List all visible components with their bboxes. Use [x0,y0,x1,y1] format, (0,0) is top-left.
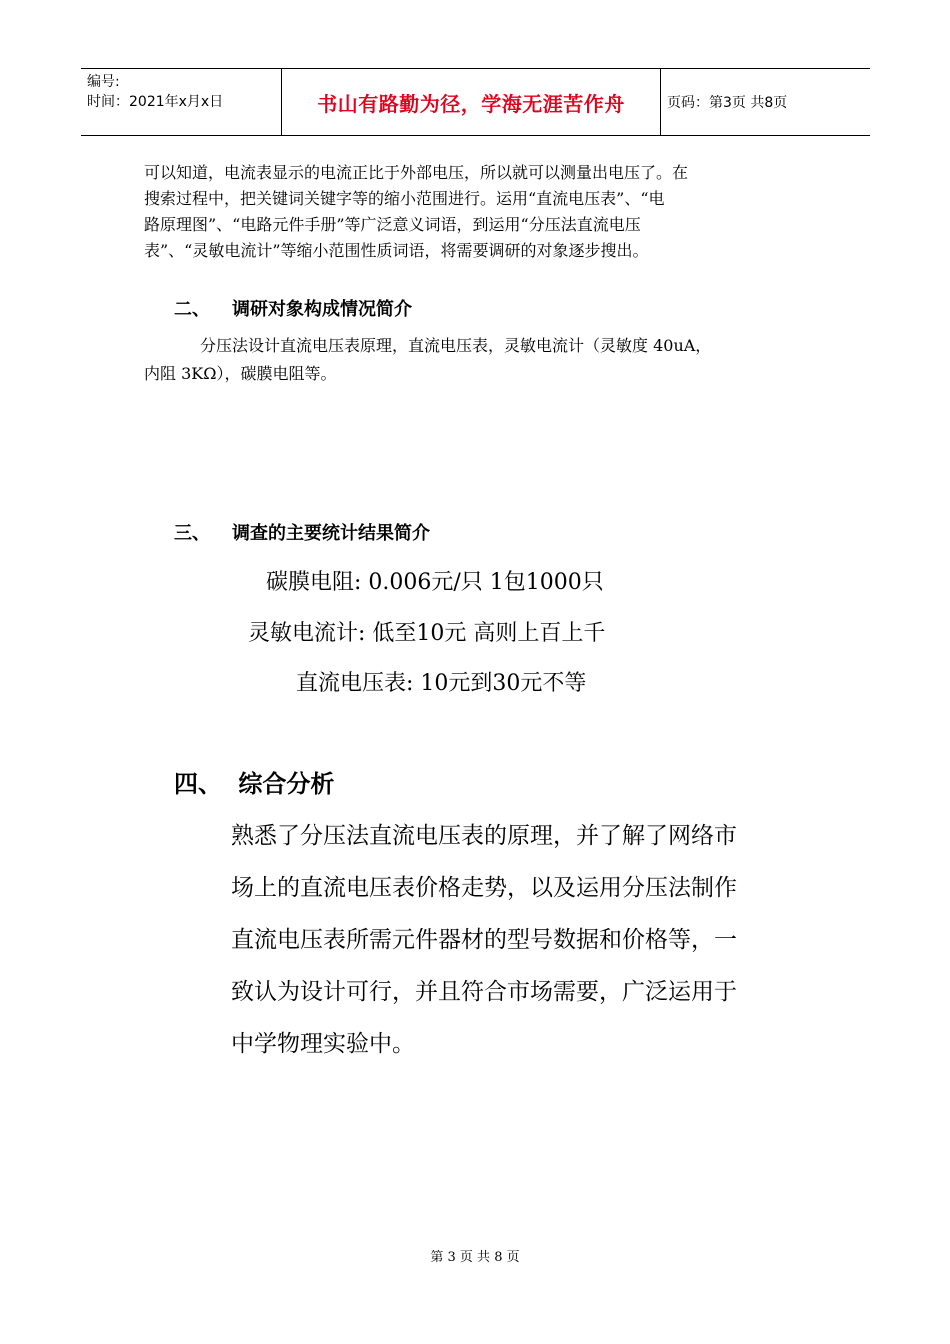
header-left-cell [81,69,281,135]
section4-paragraph [231,810,811,1070]
header-page-info: 页码：第3页 共8页 [667,95,788,111]
price-item-carbon-resistor: 碳膜电阻: 0.006元/只 1包1000只 [266,570,604,595]
doc-time-label: 时间：2021年x月x日 [87,94,224,110]
section4-heading [174,764,334,799]
section2-title: 调研对象构成情况简介 [232,299,412,320]
section4-line: 熟悉了分压法直流电压表的原理，并了解了网络市 [231,823,737,849]
intro-line: 路原理图”、“电路元件手册”等广泛意义词语，到运用“分压法直流电压 [144,215,641,234]
header-center-cell [281,69,661,135]
header-right-cell [661,69,870,135]
section4-line: 中学物理实验中。 [231,1031,415,1057]
section2-number: 二、 [174,299,210,320]
section2-paragraph [144,332,804,388]
section4-line: 致认为设计可行，并且符合市场需要，广泛运用于 [231,979,737,1005]
price-item-voltmeter: 直流电压表: 10元到30元不等 [296,671,587,696]
section4-title: 综合分析 [238,770,335,798]
section4-line: 场上的直流电压表价格走势，以及运用分压法制作 [231,875,737,901]
section2-line: 分压法设计直流电压表原理，直流电压表，灵敏电流计（灵敏度 40uA， [200,336,712,355]
section2-line: 内阻 3KΩ），碳膜电阻等。 [144,364,337,383]
intro-line: 搜索过程中，把关键词关键字等的缩小范围进行。运用“直流电压表”、“电 [144,189,665,208]
intro-paragraph [144,160,804,264]
section4-number: 四、 [174,770,222,798]
section3-title: 调查的主要统计结果简介 [232,523,430,544]
section3-number: 三、 [174,523,210,544]
intro-line: 可以知道，电流表显示的电流正比于外部电压，所以就可以测量出电压了。在 [144,163,689,182]
price-item-galvanometer: 灵敏电流计: 低至10元 高则上百上千 [248,621,606,646]
intro-line: 表”、“灵敏电流计”等缩小范围性质词语，将需要调研的对象逐步搜出。 [144,241,649,260]
page-footer: 第 3 页 共 8 页 [430,1250,520,1265]
section4-line: 直流电压表所需元件器材的型号数据和价格等，一 [231,927,737,953]
doc-number-label: 编号: [87,74,120,90]
header-motto: 书山有路勤为径，学海无涯苦作舟 [317,91,625,116]
header-table [81,68,870,136]
